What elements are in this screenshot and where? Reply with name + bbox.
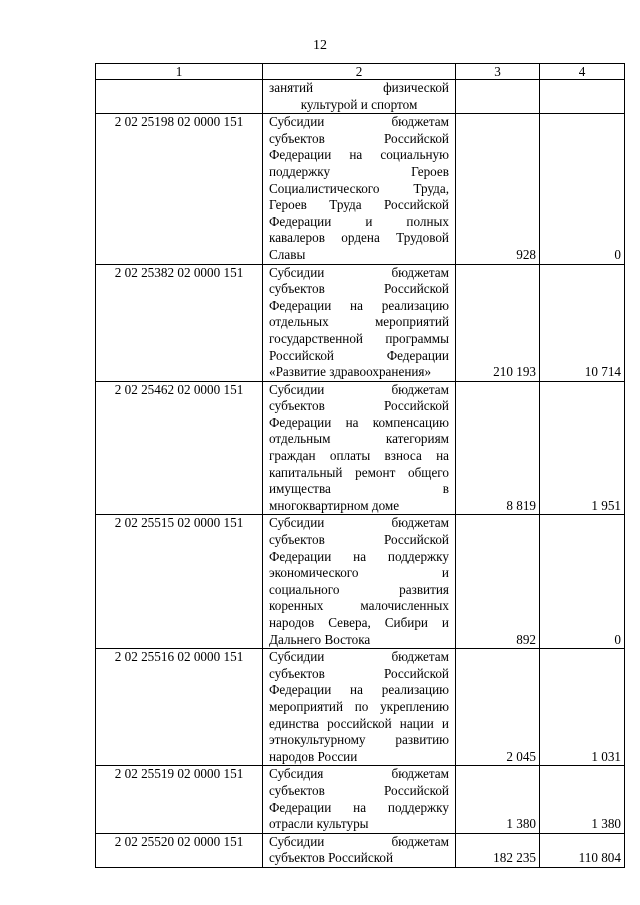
description-line: Дальнего Востока	[269, 631, 371, 647]
kbk-code-cell: 2 02 25520 02 0000 151	[96, 833, 263, 867]
description-line: Федерации на компенсацию	[269, 414, 449, 430]
description-cell	[263, 80, 456, 114]
kbk-code-cell	[96, 80, 263, 114]
description-line: Федерации на поддержку	[269, 799, 449, 815]
amount-col4-value: 1 031	[591, 748, 621, 764]
description-line: кавалеров ордена Трудовой	[269, 230, 449, 246]
page-number: 12	[313, 38, 327, 53]
amount-col4-cell	[540, 114, 625, 264]
description-line: социального развития	[269, 581, 449, 597]
amount-col3-cell	[456, 264, 540, 381]
description-line: коренных малочисленных	[269, 598, 449, 614]
description-line: субъектов Российской	[269, 665, 449, 681]
amount-col3-cell	[456, 649, 540, 766]
description-line: субъектов Российской	[269, 130, 449, 146]
amount-col4-value: 0	[614, 246, 621, 262]
description-cell	[263, 766, 456, 833]
table-row	[96, 833, 625, 867]
description-line: Федерации на социальную	[269, 147, 449, 163]
description-cell	[263, 114, 456, 264]
description-cell	[263, 381, 456, 515]
description-line: Субсидии бюджетам	[269, 649, 449, 665]
description-line: субъектов Российской	[269, 398, 449, 414]
description-cell	[263, 515, 456, 649]
amount-col3-value: 2 045	[506, 748, 536, 764]
description-line: поддержку Героев	[269, 163, 449, 179]
amount-col3-cell	[456, 766, 540, 833]
description-cell	[263, 264, 456, 381]
description-line: Субсидии бюджетам	[269, 264, 449, 280]
amount-col3-value: 928	[516, 246, 536, 262]
description-line: народов Севера, Сибири и	[269, 615, 449, 630]
amount-col3-value: 210 193	[493, 364, 536, 380]
amount-col4-value: 110 804	[578, 850, 621, 866]
amount-col3-value: 1 380	[506, 816, 536, 832]
description-cell	[263, 833, 456, 867]
table-header-row	[96, 64, 625, 80]
kbk-code-cell: 2 02 25515 02 0000 151	[96, 515, 263, 649]
table-row	[96, 766, 625, 833]
amount-col3-value: 8 819	[506, 497, 536, 513]
table-row	[96, 80, 625, 114]
description-line: субъектов Российской	[269, 281, 449, 297]
description-line: субъектов Российской	[269, 532, 449, 548]
column-header: 3	[456, 64, 540, 80]
table-row	[96, 515, 625, 649]
column-header: 1	[96, 64, 263, 80]
description-line: отрасли культуры	[269, 816, 369, 832]
description-line: государственной программы	[269, 330, 449, 346]
amount-col3-cell	[456, 381, 540, 515]
description-line: Славы	[269, 246, 306, 262]
column-header: 2	[263, 64, 456, 80]
description-line: культурой и спортом	[300, 96, 418, 112]
description-line: субъектов Российской	[269, 782, 449, 798]
amount-col4-cell	[540, 766, 625, 833]
description-line: Федерации на поддержку	[269, 548, 449, 564]
kbk-code-cell: 2 02 25198 02 0000 151	[96, 114, 263, 264]
description-line: единства российской нации и	[269, 715, 449, 731]
amount-col3-value: 182 235	[493, 850, 536, 866]
description-line: Федерации и полных	[269, 213, 449, 229]
description-line: Субсидии бюджетам	[269, 515, 449, 531]
kbk-code-cell: 2 02 25382 02 0000 151	[96, 264, 263, 381]
description-line: Федерации на реализацию	[269, 682, 449, 698]
amount-col3-cell	[456, 114, 540, 264]
table-row	[96, 649, 625, 766]
description-line: Субсидии бюджетам	[269, 381, 449, 397]
description-line: Российской Федерации	[269, 347, 449, 363]
amount-col4-cell	[540, 381, 625, 515]
amount-col4-cell	[540, 515, 625, 649]
amount-col3-value: 892	[516, 631, 536, 647]
budget-table	[95, 63, 625, 868]
description-line: Субсидия бюджетам	[269, 766, 449, 782]
column-header: 4	[540, 64, 625, 80]
amount-col4-value: 1 951	[591, 497, 621, 513]
description-line: имущества в	[269, 481, 449, 497]
description-line: Федерации на реализацию	[269, 297, 449, 313]
description-line: субъектов Российской	[269, 850, 394, 866]
description-line: экономического и	[269, 565, 449, 581]
kbk-code-cell: 2 02 25516 02 0000 151	[96, 649, 263, 766]
amount-col4-cell	[540, 264, 625, 381]
amount-col4-cell	[540, 833, 625, 867]
description-line: занятий физической	[269, 80, 449, 95]
description-line: этнокультурному развитию	[269, 732, 449, 748]
table-row	[96, 264, 625, 381]
amount-col3-cell	[456, 515, 540, 649]
kbk-code-cell: 2 02 25462 02 0000 151	[96, 381, 263, 515]
description-line: многоквартирном доме	[269, 497, 400, 513]
amount-col4-cell	[540, 80, 625, 114]
amount-col4-value: 0	[614, 631, 621, 647]
description-line: отдельных мероприятий	[269, 314, 449, 330]
table-row	[96, 114, 625, 264]
description-line: Социалистического Труда,	[269, 180, 449, 196]
description-line: Субсидии бюджетам	[269, 833, 449, 849]
amount-col3-cell	[456, 80, 540, 114]
description-line: граждан оплаты взноса на	[269, 448, 449, 464]
description-line: мероприятий по укреплению	[269, 698, 449, 714]
description-line: «Развитие здравоохранения»	[269, 364, 432, 380]
amount-col4-cell	[540, 649, 625, 766]
amount-col4-value: 1 380	[591, 816, 621, 832]
amount-col3-cell	[456, 833, 540, 867]
description-cell	[263, 649, 456, 766]
table-row	[96, 381, 625, 515]
description-line: Героев Труда Российской	[269, 197, 449, 213]
amount-col4-value: 10 714	[584, 364, 621, 380]
description-line: народов России	[269, 748, 358, 764]
description-line: Субсидии бюджетам	[269, 114, 449, 130]
kbk-code-cell: 2 02 25519 02 0000 151	[96, 766, 263, 833]
description-line: капитальный ремонт общего	[269, 464, 449, 480]
description-line: отдельным категориям	[269, 431, 449, 447]
